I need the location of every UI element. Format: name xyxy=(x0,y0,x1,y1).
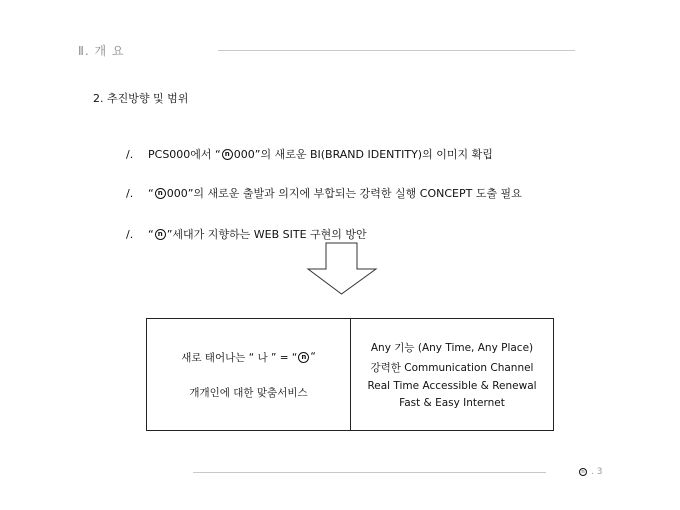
header-rule xyxy=(218,50,575,51)
bullet-text-after: 000”의 새로운 출발과 의지에 부합되는 강력한 실행 CONCEPT 도출 필요 xyxy=(166,187,522,200)
subsection-title: 2. 추진방향 및 범위 xyxy=(93,92,189,105)
bullet-text-before: PCS000에서 “ xyxy=(148,148,221,161)
bullet-mark: /. xyxy=(126,227,134,241)
brand-logo-icon: n xyxy=(155,188,166,199)
bullet-text-after: ”세대가 지향하는 WEB SITE 구현의 방안 xyxy=(166,228,367,241)
brand-logo-icon: n xyxy=(579,468,587,476)
bullet-mark: /. xyxy=(126,147,134,161)
left-cell-line-1 xyxy=(181,350,316,365)
bullet-text-before: “ xyxy=(148,186,154,200)
right-cell-line: Real Time Accessible & Renewal xyxy=(367,380,537,392)
bullet-item xyxy=(126,226,367,242)
brand-logo-icon: n xyxy=(155,229,166,240)
left-line-text-before: 새로 태어나는 “ 나 ” = “ xyxy=(181,351,298,364)
left-cell-line-2: 개개인에 대한 맞춤서비스 xyxy=(189,386,308,399)
right-cell-line: Fast & Easy Internet xyxy=(399,397,505,409)
section-title: Ⅱ. 개 요 xyxy=(78,44,125,58)
right-cell-line: 강력한 Communication Channel xyxy=(370,362,534,374)
summary-table xyxy=(146,318,554,431)
footer-page-number xyxy=(578,467,602,477)
brand-logo-icon: n xyxy=(222,149,233,160)
bullet-item xyxy=(126,146,493,162)
left-line-text-after: “ xyxy=(310,351,316,363)
table-right-cell xyxy=(351,319,553,430)
table-left-cell xyxy=(147,319,351,430)
footer-rule xyxy=(193,472,546,473)
brand-logo-icon: n xyxy=(298,352,309,363)
right-cell-line: Any 기능 (Any Time, Any Place) xyxy=(370,342,534,354)
bullet-item xyxy=(126,185,522,201)
bullet-text-after: 000”의 새로운 BI(BRAND IDENTITY)의 이미지 확립 xyxy=(233,148,493,161)
bullet-text-before: “ xyxy=(148,227,154,241)
page-number: . 3 xyxy=(591,467,603,477)
down-arrow-icon xyxy=(306,242,378,296)
bullet-mark: /. xyxy=(126,186,134,200)
